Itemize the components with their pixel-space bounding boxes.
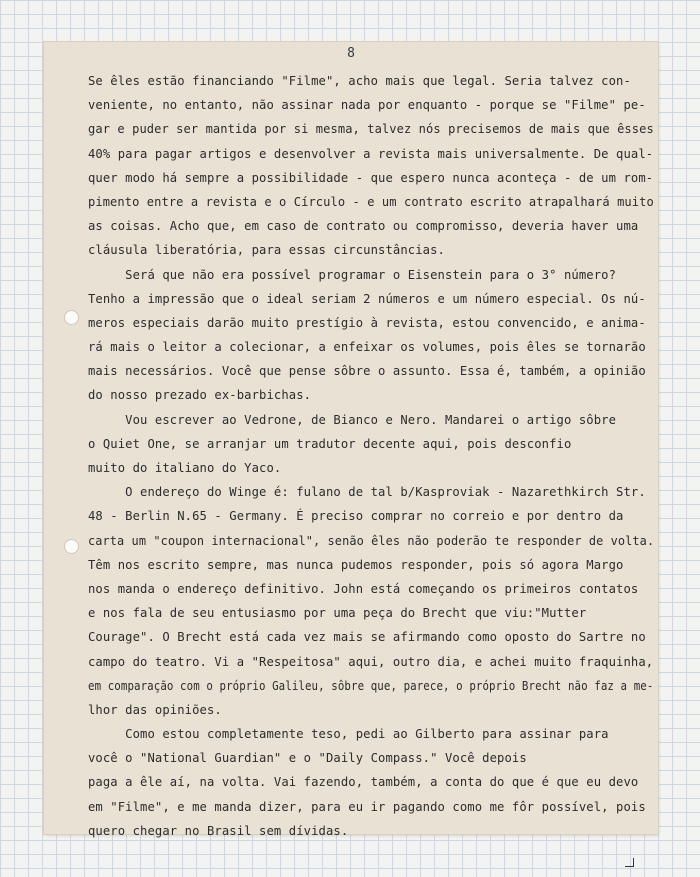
text-line: quer modo há sempre a possibilidade - que espero nunca aconteça - de um rom- [88, 170, 654, 185]
text-line: e nos fala de seu entusiasmo por uma peça do Brecht que viu:"Mutter [88, 606, 587, 621]
crop-mark [625, 858, 634, 867]
text-line: quero chegar no Brasil sem dívidas. [88, 823, 349, 838]
text-line: Como estou completamente teso, pedi ao Gilberto para assinar para [88, 727, 609, 742]
text-line: mais necessários. Você que pense sôbre o assunto. Essa é, também, a opinião [88, 364, 646, 379]
text-line: muito do italiano do Yaco. [88, 461, 282, 475]
text-line: você o "National Guardian" e o "Daily Compass." Você depois [88, 751, 527, 766]
text-line: o Quiet One, se arranjar um tradutor decente aqui, pois desconfio [88, 436, 572, 451]
text-line: do nosso prezado ex-barbichas. [88, 388, 312, 403]
text-line: lhor das opiniões. [88, 702, 222, 717]
text-line: pimento entre a revista e o Círculo - e um contrato escrito atrapalhará muito [88, 194, 654, 209]
text-line: Vou escrever ao Vedrone, de Bianco e Nero. Mandarei o artigo sôbre [88, 412, 617, 427]
letter-body [88, 69, 654, 843]
text-line: 40% para pagar artigos e desenvolver a revista mais universalmente. De qual- [88, 146, 654, 161]
text-line: em "Filme", e me manda dizer, para eu ir pagando como me fôr possível, pois [88, 799, 646, 814]
text-line: Se êles estão financiando "Filme", acho mais que legal. Seria talvez con- [88, 74, 631, 88]
text-line: carta um "coupon internacional", senão êles não poderão te responder de volta. [88, 533, 655, 548]
text-line: O endereço do Winge é: fulano de tal b/Kasproviak - Nazarethkirch Str. [88, 485, 646, 500]
text-line: Será que não era possível programar o Eisenstein para o 3° número? [88, 267, 617, 282]
text-line: cláusula liberatória, para essas circunstâncias. [88, 243, 445, 258]
page-number: 8 [347, 46, 355, 61]
punch-hole [64, 310, 79, 325]
letter-page [44, 42, 658, 838]
text-line: veniente, no entanto, não assinar nada por enquanto - porque se "Filme" pe- [88, 98, 646, 113]
text-line: as coisas. Acho que, em caso de contrato ou compromisso, deveria haver uma [88, 219, 639, 234]
text-line: rá mais o leitor a colecionar, a enfeixar os volumes, pois êles se tornarão [88, 340, 646, 355]
text-line: Courage". O Brecht está cada vez mais se afirmando como oposto do Sartre no [88, 630, 646, 645]
text-line: meros especiais darão muito prestígio à revista, estou convencido, e anima- [88, 315, 646, 330]
text-line: 48 - Berlin N.65 - Germany. É preciso comprar no correio e por dentro da [88, 509, 624, 524]
text-line: paga a êle aí, na volta. Vai fazendo, também, a conta do que é que eu devo [88, 775, 639, 790]
text-line: em comparação com o próprio Galileu, sôbre que, parece, o próprio Brecht não faz a me- [88, 678, 654, 693]
text-line: gar e puder ser mantida por si mesma, talvez nós precisemos de mais que êsses [88, 122, 654, 137]
punch-hole [64, 539, 79, 554]
text-line: nos manda o endereço definitivo. John está começando os primeiros contatos [88, 581, 639, 596]
text-line: campo do teatro. Vi a "Respeitosa" aqui, outro dia, e achei muito fraquinha, [88, 654, 654, 669]
text-line: Tenho a impressão que o ideal seriam 2 números e um número especial. Os nú- [88, 291, 646, 306]
text-line: Têm nos escrito sempre, mas nunca pudemos responder, pois só agora Margo [88, 557, 624, 572]
